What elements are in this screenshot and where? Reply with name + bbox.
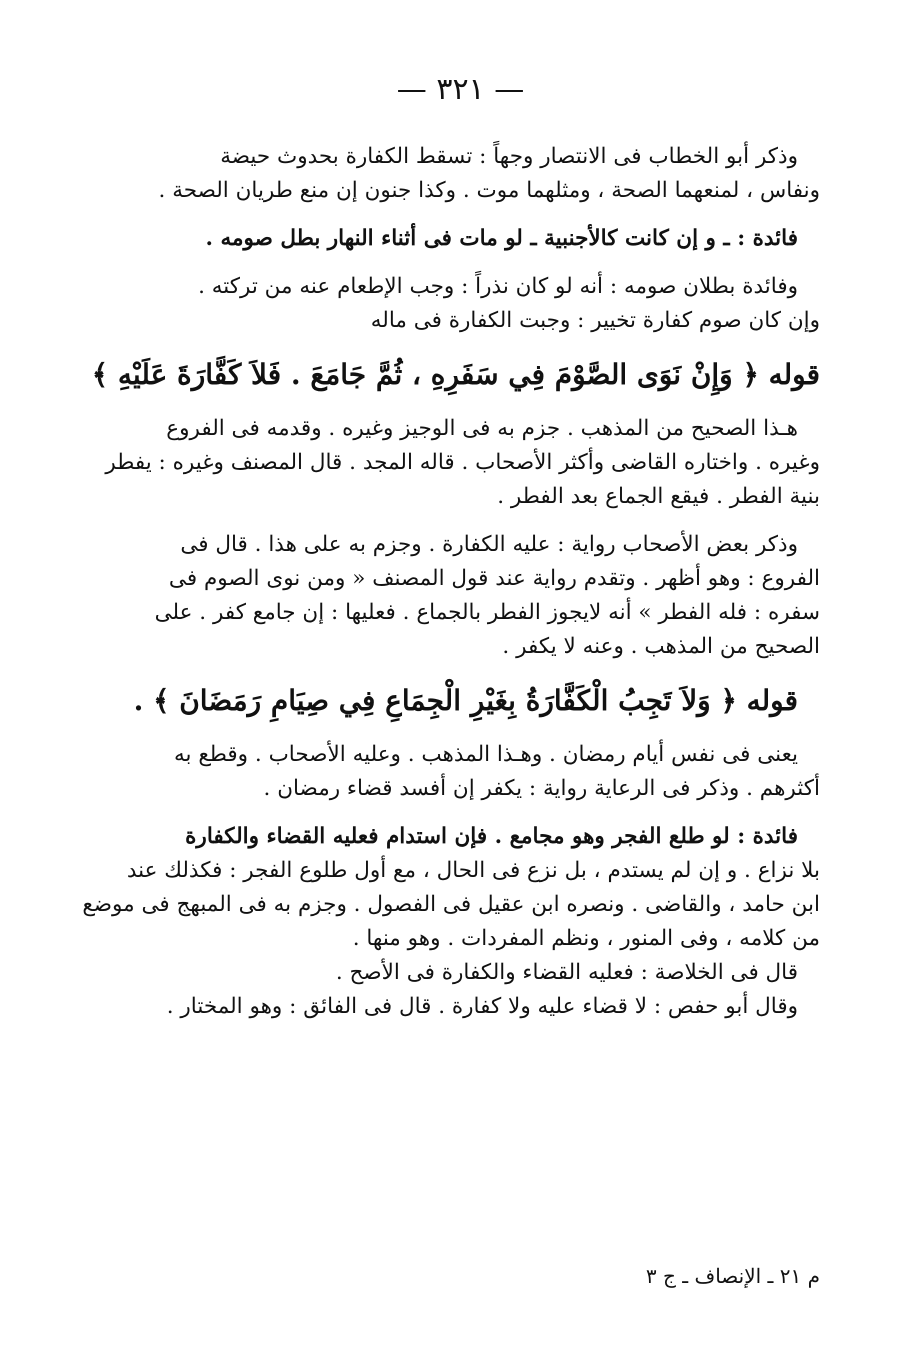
text-line: سفره : فله الفطر » أنه لايجوز الفطر بالجماع . فعليها : إن جامع كفر . على — [154, 600, 820, 625]
text-line: ابن حامد ، والقاضى . ونصره ابن عقيل فى الفصول . وجزم به فى المبهج فى موضع — [82, 892, 820, 917]
note-line: فائدة : ـ و إن كانت كالأجنبية ـ لو مات فى أثناء النهار بطل صومه . — [205, 226, 798, 251]
text-line: وذكر أبو الخطاب فى الانتصار وجهاً : تسقط الكفارة بحدوث حيضة — [220, 144, 798, 169]
text-line: بلا نزاع . و إن لم يستدم ، بل نزع فى الحال ، مع أول طلوع الفجر : فكذلك عند — [126, 858, 820, 883]
text-line: وغيره . واختاره القاضى وأكثر الأصحاب . قاله المجد . قال المصنف وغيره : يفطر — [105, 450, 820, 475]
text-line: من كلامه ، وفى المنور ، ونظم المفردات . وهو منها . — [352, 926, 820, 951]
signature-footer: م ٢١ ـ الإنصاف ـ ج ٣ — [645, 1264, 820, 1288]
text-line: وذكر بعض الأصحاب رواية : عليه الكفارة . وجزم به على هذا . قال فى — [180, 532, 798, 557]
text-line: وإن كان صوم كفارة تخيير : وجبت الكفارة فى ماله — [370, 308, 820, 333]
quoted-verse-line: قوله ﴿ وَإِنْ نَوَى الصَّوْمَ فِي سَفَرِهِ ، ثُمَّ جَامَعَ . فَلاَ كَفَّارَةَ عَلَيْهِ ﴾ — [91, 358, 820, 391]
text-line: ونفاس ، لمنعهما الصحة ، ومثلهما موت . وكذا جنون إن منع طريان الصحة . — [158, 178, 820, 203]
quoted-verse-line: قوله ﴿ وَلاَ تَجِبُ الْكَفَّارَةُ بِغَيْرِ الْجِمَاعِ فِي صِيَامِ رَمَضَانَ ﴾ . — [133, 684, 798, 717]
text-line: أكثرهم . وذكر فى الرعاية رواية : يكفر إن أفسد قضاء رمضان . — [263, 776, 820, 801]
page-body — [82, 140, 820, 1024]
text-line: الفروع : وهو أظهر . وتقدم رواية عند قول المصنف « ومن نوى الصوم فى — [168, 566, 820, 591]
text-line: وفائدة بطلان صومه : أنه لو كان نذراً : وجب الإطعام عنه من تركته . — [198, 274, 798, 299]
note-line: فائدة : لو طلع الفجر وهو مجامع . فإن استدام فعليه القضاء والكفارة — [185, 824, 798, 849]
page-number: — ٣٢١ — — [396, 72, 525, 107]
text-line: قال فى الخلاصة : فعليه القضاء والكفارة فى الأصح . — [335, 960, 798, 985]
text-line: يعنى فى نفس أيام رمضان . وهـذا المذهب . وعليه الأصحاب . وقطع به — [173, 742, 798, 767]
text-line: الصحيح من المذهب . وعنه لا يكفر . — [502, 634, 820, 659]
text-line: بنية الفطر . فيقع الجماع بعد الفطر . — [497, 484, 820, 509]
text-line: هـذا الصحيح من المذهب . جزم به فى الوجيز وغيره . وقدمه فى الفروع — [166, 416, 798, 441]
text-line: وقال أبو حفص : لا قضاء عليه ولا كفارة . قال فى الفائق : وهو المختار . — [166, 994, 798, 1019]
